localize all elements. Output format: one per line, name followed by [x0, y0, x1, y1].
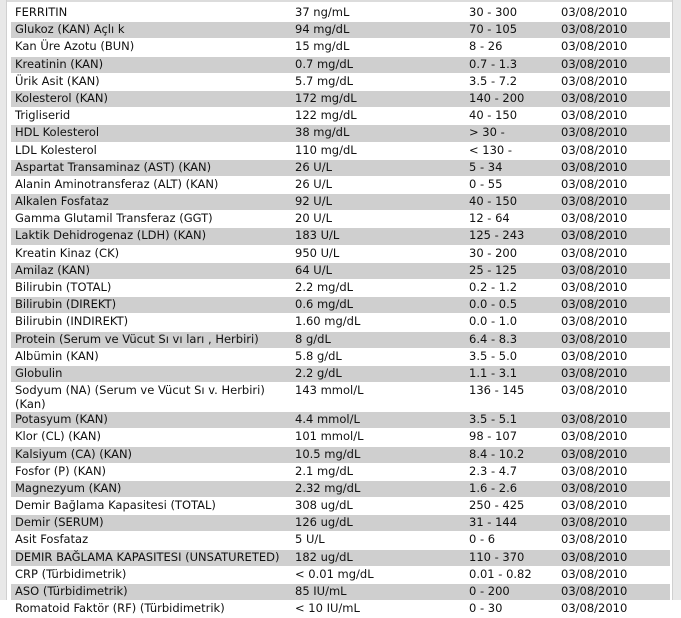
test-name-cell: Bilirubin (DIREKT)	[11, 297, 291, 314]
result-value-cell: 85 IU/mL	[291, 584, 465, 601]
reference-range-cell: 8 - 26	[465, 39, 557, 56]
table-row	[11, 383, 670, 412]
result-date-cell: 03/08/2010	[557, 348, 670, 365]
table-row	[11, 429, 670, 446]
reference-range-cell: 3.5 - 5.1	[465, 412, 557, 429]
reference-range-cell: 70 - 105	[465, 22, 557, 39]
table-row	[11, 365, 670, 382]
result-value-cell: < 0.01 mg/dL	[291, 566, 465, 583]
table-row	[11, 56, 670, 73]
test-name-cell: Bilirubin (TOTAL)	[11, 280, 291, 297]
test-name-cell: Alanin Aminotransferaz (ALT) (KAN)	[11, 176, 291, 193]
result-value-cell: 92 U/L	[291, 194, 465, 211]
reference-range-cell: 6.4 - 8.3	[465, 331, 557, 348]
result-date-cell: 03/08/2010	[557, 125, 670, 142]
result-value-cell: 110 mg/dL	[291, 142, 465, 159]
reference-range-cell: 40 - 150	[465, 194, 557, 211]
result-value-cell: 15 mg/dL	[291, 39, 465, 56]
result-value-cell: 4.4 mmol/L	[291, 412, 465, 429]
test-name-cell: Gamma Glutamil Transferaz (GGT)	[11, 211, 291, 228]
result-date-cell: 03/08/2010	[557, 90, 670, 107]
test-name-cell: HDL Kolesterol	[11, 125, 291, 142]
test-name-cell: Glukoz (KAN) Açlı k	[11, 22, 291, 39]
result-value-cell: 37 ng/mL	[291, 5, 465, 22]
result-date-cell: 03/08/2010	[557, 429, 670, 446]
test-name-cell: LDL Kolesterol	[11, 142, 291, 159]
test-name-cell: Kreatin Kinaz (CK)	[11, 245, 291, 262]
reference-range-cell: 0.0 - 1.0	[465, 314, 557, 331]
table-row	[11, 566, 670, 583]
reference-range-cell: 31 - 144	[465, 515, 557, 532]
test-name-cell: Protein (Serum ve Vücut Sı vı ları , Herbiri)	[11, 331, 291, 348]
test-name-cell: Trigliserid	[11, 108, 291, 125]
lab-results-body	[11, 5, 670, 618]
result-value-cell: 101 mmol/L	[291, 429, 465, 446]
result-value-cell: 2.32 mg/dL	[291, 480, 465, 497]
result-date-cell: 03/08/2010	[557, 5, 670, 22]
result-date-cell: 03/08/2010	[557, 383, 670, 412]
result-date-cell: 03/08/2010	[557, 498, 670, 515]
result-value-cell: 20 U/L	[291, 211, 465, 228]
test-name-cell: Asit Fosfataz	[11, 532, 291, 549]
table-row	[11, 297, 670, 314]
test-name-cell: Romatoid Faktör (RF) (Türbidimetrik)	[11, 601, 291, 618]
result-date-cell: 03/08/2010	[557, 412, 670, 429]
reference-range-cell: 250 - 425	[465, 498, 557, 515]
result-date-cell: 03/08/2010	[557, 245, 670, 262]
table-row	[11, 446, 670, 463]
result-date-cell: 03/08/2010	[557, 280, 670, 297]
reference-range-cell: 30 - 200	[465, 245, 557, 262]
test-name-cell: Kan Üre Azotu (BUN)	[11, 39, 291, 56]
test-name-cell: Bilirubin (INDIREKT)	[11, 314, 291, 331]
result-value-cell: 126 ug/dL	[291, 515, 465, 532]
table-row	[11, 228, 670, 245]
reference-range-cell: 0.0 - 0.5	[465, 297, 557, 314]
result-date-cell: 03/08/2010	[557, 194, 670, 211]
result-value-cell: 182 ug/dL	[291, 549, 465, 566]
result-date-cell: 03/08/2010	[557, 159, 670, 176]
result-date-cell: 03/08/2010	[557, 532, 670, 549]
result-date-cell: 03/08/2010	[557, 176, 670, 193]
result-date-cell: 03/08/2010	[557, 584, 670, 601]
result-date-cell: 03/08/2010	[557, 480, 670, 497]
reference-range-cell: 136 - 145	[465, 383, 557, 412]
table-row	[11, 532, 670, 549]
result-value-cell: 5.7 mg/dL	[291, 73, 465, 90]
reference-range-cell: 25 - 125	[465, 262, 557, 279]
table-row	[11, 348, 670, 365]
lab-results-table	[11, 5, 670, 618]
result-value-cell: 0.6 mg/dL	[291, 297, 465, 314]
table-row	[11, 584, 670, 601]
result-date-cell: 03/08/2010	[557, 297, 670, 314]
result-date-cell: 03/08/2010	[557, 108, 670, 125]
result-date-cell: 03/08/2010	[557, 142, 670, 159]
table-row	[11, 331, 670, 348]
table-row	[11, 515, 670, 532]
result-date-cell: 03/08/2010	[557, 262, 670, 279]
reference-range-cell: 0 - 55	[465, 176, 557, 193]
result-date-cell: 03/08/2010	[557, 365, 670, 382]
result-date-cell: 03/08/2010	[557, 549, 670, 566]
result-value-cell: 143 mmol/L	[291, 383, 465, 412]
result-date-cell: 03/08/2010	[557, 228, 670, 245]
result-value-cell: 26 U/L	[291, 176, 465, 193]
table-row	[11, 5, 670, 22]
test-name-cell: CRP (Türbidimetrik)	[11, 566, 291, 583]
table-row	[11, 280, 670, 297]
table-row	[11, 90, 670, 107]
reference-range-cell: 2.3 - 4.7	[465, 463, 557, 480]
result-value-cell: 5 U/L	[291, 532, 465, 549]
reference-range-cell: 0 - 6	[465, 532, 557, 549]
table-row	[11, 211, 670, 228]
result-value-cell: 0.7 mg/dL	[291, 56, 465, 73]
window-top-edge	[0, 0, 681, 2]
test-name-cell: Amilaz (KAN)	[11, 262, 291, 279]
table-row	[11, 194, 670, 211]
result-value-cell: 94 mg/dL	[291, 22, 465, 39]
result-value-cell: 2.2 g/dL	[291, 365, 465, 382]
table-row	[11, 108, 670, 125]
reference-range-cell: 1.1 - 3.1	[465, 365, 557, 382]
result-value-cell: 2.1 mg/dL	[291, 463, 465, 480]
reference-range-cell: 110 - 370	[465, 549, 557, 566]
result-value-cell: 64 U/L	[291, 262, 465, 279]
reference-range-cell: 3.5 - 5.0	[465, 348, 557, 365]
result-value-cell: 183 U/L	[291, 228, 465, 245]
reference-range-cell: < 130 -	[465, 142, 557, 159]
table-row	[11, 549, 670, 566]
table-row	[11, 262, 670, 279]
result-date-cell: 03/08/2010	[557, 515, 670, 532]
window-right-edge	[672, 0, 681, 600]
result-value-cell: 1.60 mg/dL	[291, 314, 465, 331]
result-value-cell: 950 U/L	[291, 245, 465, 262]
test-name-cell: Globulin	[11, 365, 291, 382]
test-name-cell: ASO (Türbidimetrik)	[11, 584, 291, 601]
reference-range-cell: 1.6 - 2.6	[465, 480, 557, 497]
result-date-cell: 03/08/2010	[557, 73, 670, 90]
result-date-cell: 03/08/2010	[557, 39, 670, 56]
table-row	[11, 412, 670, 429]
table-row	[11, 22, 670, 39]
result-date-cell: 03/08/2010	[557, 566, 670, 583]
reference-range-cell: 0 - 200	[465, 584, 557, 601]
result-date-cell: 03/08/2010	[557, 331, 670, 348]
result-value-cell: 10.5 mg/dL	[291, 446, 465, 463]
test-name-cell: FERRITIN	[11, 5, 291, 22]
test-name-cell: Demir (SERUM)	[11, 515, 291, 532]
window-left-edge	[0, 0, 7, 600]
reference-range-cell: 0 - 30	[465, 601, 557, 618]
test-name-cell: Klor (CL) (KAN)	[11, 429, 291, 446]
reference-range-cell: 30 - 300	[465, 5, 557, 22]
test-name-cell: Fosfor (P) (KAN)	[11, 463, 291, 480]
reference-range-cell: 98 - 107	[465, 429, 557, 446]
test-name-cell: Kreatinin (KAN)	[11, 56, 291, 73]
test-name-cell: Kolesterol (KAN)	[11, 90, 291, 107]
test-name-cell: Aspartat Transaminaz (AST) (KAN)	[11, 159, 291, 176]
test-name-cell: Magnezyum (KAN)	[11, 480, 291, 497]
table-row	[11, 159, 670, 176]
table-row	[11, 480, 670, 497]
table-row	[11, 176, 670, 193]
result-date-cell: 03/08/2010	[557, 22, 670, 39]
table-row	[11, 463, 670, 480]
result-value-cell: 172 mg/dL	[291, 90, 465, 107]
test-name-cell: Laktik Dehidrogenaz (LDH) (KAN)	[11, 228, 291, 245]
result-value-cell: 308 ug/dL	[291, 498, 465, 515]
result-value-cell: < 10 IU/mL	[291, 601, 465, 618]
table-row	[11, 142, 670, 159]
test-name-cell: DEMIR BAĞLAMA KAPASITESI (UNSATURETED)	[11, 549, 291, 566]
reference-range-cell: 12 - 64	[465, 211, 557, 228]
test-name-cell: Albümin (KAN)	[11, 348, 291, 365]
table-row	[11, 245, 670, 262]
table-row	[11, 314, 670, 331]
reference-range-cell: 125 - 243	[465, 228, 557, 245]
result-date-cell: 03/08/2010	[557, 314, 670, 331]
reference-range-cell: 3.5 - 7.2	[465, 73, 557, 90]
result-value-cell: 2.2 mg/dL	[291, 280, 465, 297]
table-row	[11, 498, 670, 515]
reference-range-cell: 40 - 150	[465, 108, 557, 125]
result-value-cell: 26 U/L	[291, 159, 465, 176]
table-row	[11, 601, 670, 618]
table-row	[11, 125, 670, 142]
test-name-cell: Alkalen Fosfataz	[11, 194, 291, 211]
test-name-cell: Kalsiyum (CA) (KAN)	[11, 446, 291, 463]
test-name-cell: Potasyum (KAN)	[11, 412, 291, 429]
reference-range-cell: 0.7 - 1.3	[465, 56, 557, 73]
table-row	[11, 39, 670, 56]
test-name-cell: Demir Bağlama Kapasitesi (TOTAL)	[11, 498, 291, 515]
reference-range-cell: 0.01 - 0.82	[465, 566, 557, 583]
reference-range-cell: 0.2 - 1.2	[465, 280, 557, 297]
reference-range-cell: > 30 -	[465, 125, 557, 142]
test-name-cell: Sodyum (NA) (Serum ve Vücut Sı v. Herbiri) (Kan)	[11, 383, 291, 412]
result-date-cell: 03/08/2010	[557, 211, 670, 228]
table-row	[11, 73, 670, 90]
result-date-cell: 03/08/2010	[557, 601, 670, 618]
test-name-cell: Ürik Asit (KAN)	[11, 73, 291, 90]
result-value-cell: 5.8 g/dL	[291, 348, 465, 365]
result-date-cell: 03/08/2010	[557, 56, 670, 73]
result-date-cell: 03/08/2010	[557, 463, 670, 480]
reference-range-cell: 5 - 34	[465, 159, 557, 176]
result-value-cell: 8 g/dL	[291, 331, 465, 348]
reference-range-cell: 140 - 200	[465, 90, 557, 107]
result-date-cell: 03/08/2010	[557, 446, 670, 463]
reference-range-cell: 8.4 - 10.2	[465, 446, 557, 463]
result-value-cell: 38 mg/dL	[291, 125, 465, 142]
result-value-cell: 122 mg/dL	[291, 108, 465, 125]
